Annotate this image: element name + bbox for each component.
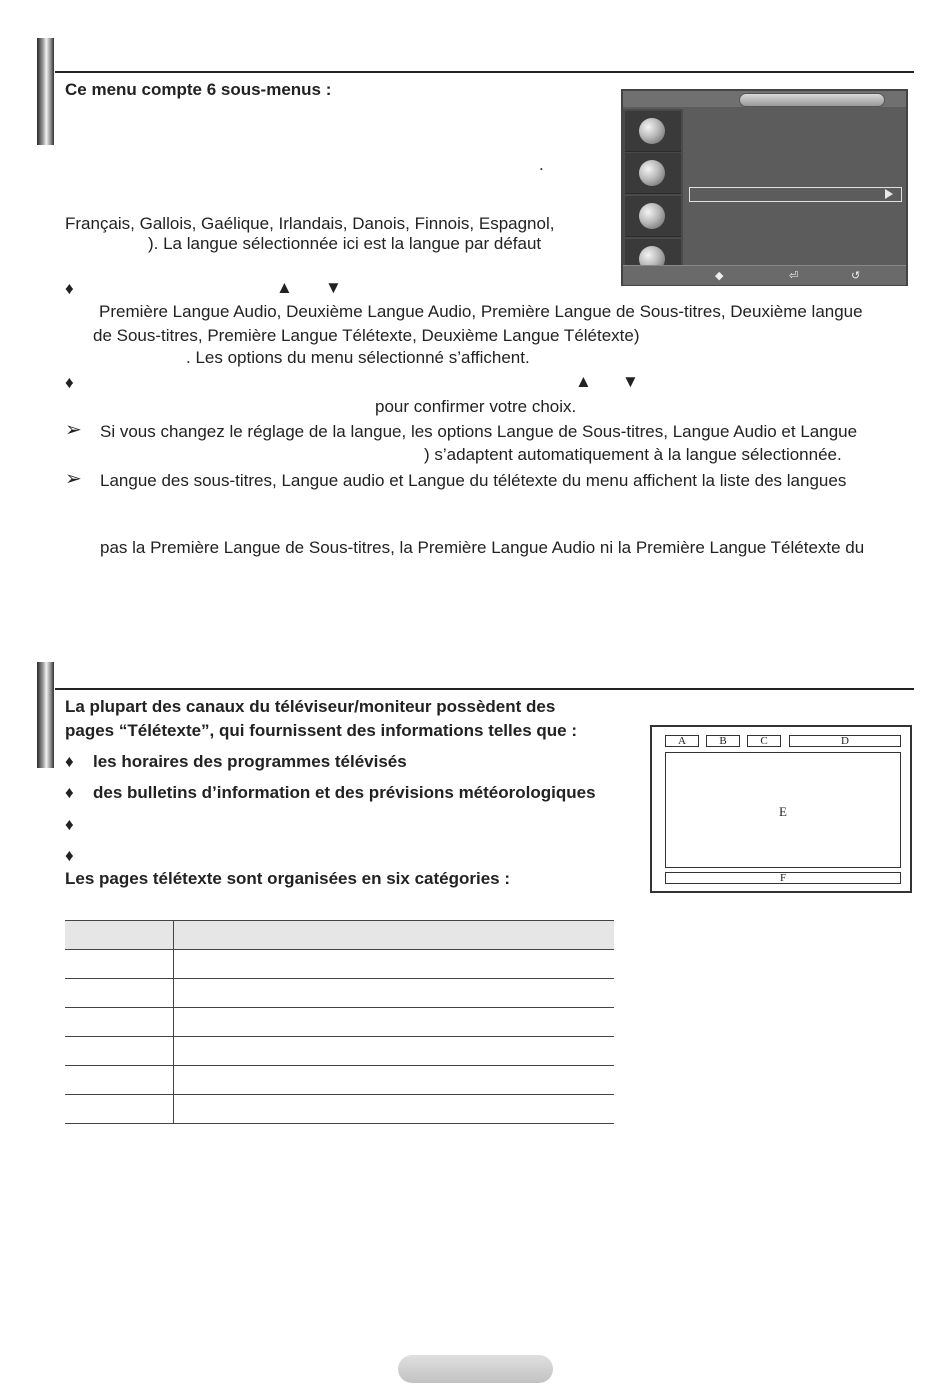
section1-header-rule <box>55 71 914 73</box>
osd-title-bar <box>623 91 906 107</box>
table-header-row <box>65 920 614 950</box>
teletext-diagram <box>650 725 912 893</box>
bullet1-down-arrow-icon: ▼ <box>325 278 342 297</box>
osd-menu-screen <box>621 89 908 286</box>
note2-arrow-icon: ➢ <box>65 468 82 490</box>
section1-header-bar <box>37 38 54 145</box>
diagram-label-d: D <box>789 735 901 747</box>
diagram-label-b: B <box>706 735 740 747</box>
table-row <box>65 1037 614 1066</box>
teletext-bullet1-diamond-icon: ♦ <box>65 752 74 771</box>
bullet2-down-arrow-icon: ▼ <box>622 372 639 391</box>
diagram-label-c: C <box>747 735 781 747</box>
osd-selected-item <box>689 187 902 202</box>
table-row <box>65 1008 614 1037</box>
teletext-bullet4-diamond-icon: ♦ <box>65 846 74 865</box>
table-row <box>65 1066 614 1095</box>
osd-footer <box>623 265 906 285</box>
osd-right-arrow-icon <box>885 189 893 199</box>
section1-intro: Ce menu compte 6 sous-menus : <box>65 80 332 99</box>
diagram-label-e: E <box>779 804 787 819</box>
note2-line1: Langue des sous-titres, Langue audio et Langue du télétexte du menu affichent la liste des langues <box>100 471 847 490</box>
section2-intro-line1: La plupart des canaux du téléviseur/moniteur possèdent des <box>65 697 556 716</box>
move-icon: ◆ <box>715 269 724 282</box>
satellite-icon <box>625 111 681 152</box>
bullet1-up-arrow-icon: ▲ <box>276 278 293 297</box>
bullet1-line2: Première Langue Audio, Deuxième Langue Audio, Première Langue de Sous-titres, Deuxième langue <box>99 302 863 321</box>
note2-line3: pas la Première Langue de Sous-titres, la Première Langue Audio ni la Première Langue Télétexte du <box>100 538 865 557</box>
section2-header-bar <box>37 662 54 768</box>
categories-line: Les pages télétexte sont organisées en six catégories : <box>65 869 511 888</box>
page-number-pill <box>398 1355 553 1383</box>
section1-dot: . <box>539 155 544 174</box>
note1-line2: ) s’adaptent automatiquement à la langue sélectionnée. <box>424 445 842 464</box>
language-list-line2: ). La langue sélectionnée ici est la langue par défaut <box>148 234 542 253</box>
osd-title-pill <box>739 93 885 107</box>
teletext-bullet1: les horaires des programmes télévisés <box>93 752 407 771</box>
bullet2-up-arrow-icon: ▲ <box>575 372 592 391</box>
teletext-bullet2-diamond-icon: ♦ <box>65 783 74 802</box>
table-row <box>65 979 614 1008</box>
table-row <box>65 1095 614 1124</box>
bullet1-line4: . Les options du menu sélectionné s’affichent. <box>186 348 530 367</box>
language-list-line1: Français, Gallois, Gaélique, Irlandais, Danois, Finnois, Espagnol, <box>65 214 555 233</box>
diagram-label-a: A <box>665 735 699 747</box>
enter-icon: ⏎ <box>789 269 799 282</box>
teletext-bullet2: des bulletins d’information et des prévisions météorologiques <box>93 783 596 802</box>
bullet2-diamond-icon: ♦ <box>65 373 74 392</box>
bullet2-line2: pour confirmer votre choix. <box>375 397 577 416</box>
table-row <box>65 950 614 979</box>
diagram-main-area <box>665 752 901 868</box>
osd-sidebar <box>623 109 683 281</box>
bullet1-line3: de Sous-titres, Première Langue Télétexte, Deuxième Langue Télétexte) <box>93 326 640 345</box>
note1-arrow-icon: ➢ <box>65 419 82 441</box>
section2-intro-line2: pages “Télétexte”, qui fournissent des informations telles que : <box>65 721 577 740</box>
teletext-bullet3-diamond-icon: ♦ <box>65 815 74 834</box>
bullet1-diamond-icon: ♦ <box>65 279 74 298</box>
return-icon: ↺ <box>851 269 861 282</box>
input-icon <box>625 153 681 194</box>
gear-icon <box>625 196 681 237</box>
categories-table <box>65 920 614 1124</box>
section2-header-rule <box>55 688 914 690</box>
note1-line1: Si vous changez le réglage de la langue, les options Langue de Sous-titres, Langue Audio et Langue <box>100 422 858 441</box>
diagram-label-f: F <box>665 872 901 884</box>
